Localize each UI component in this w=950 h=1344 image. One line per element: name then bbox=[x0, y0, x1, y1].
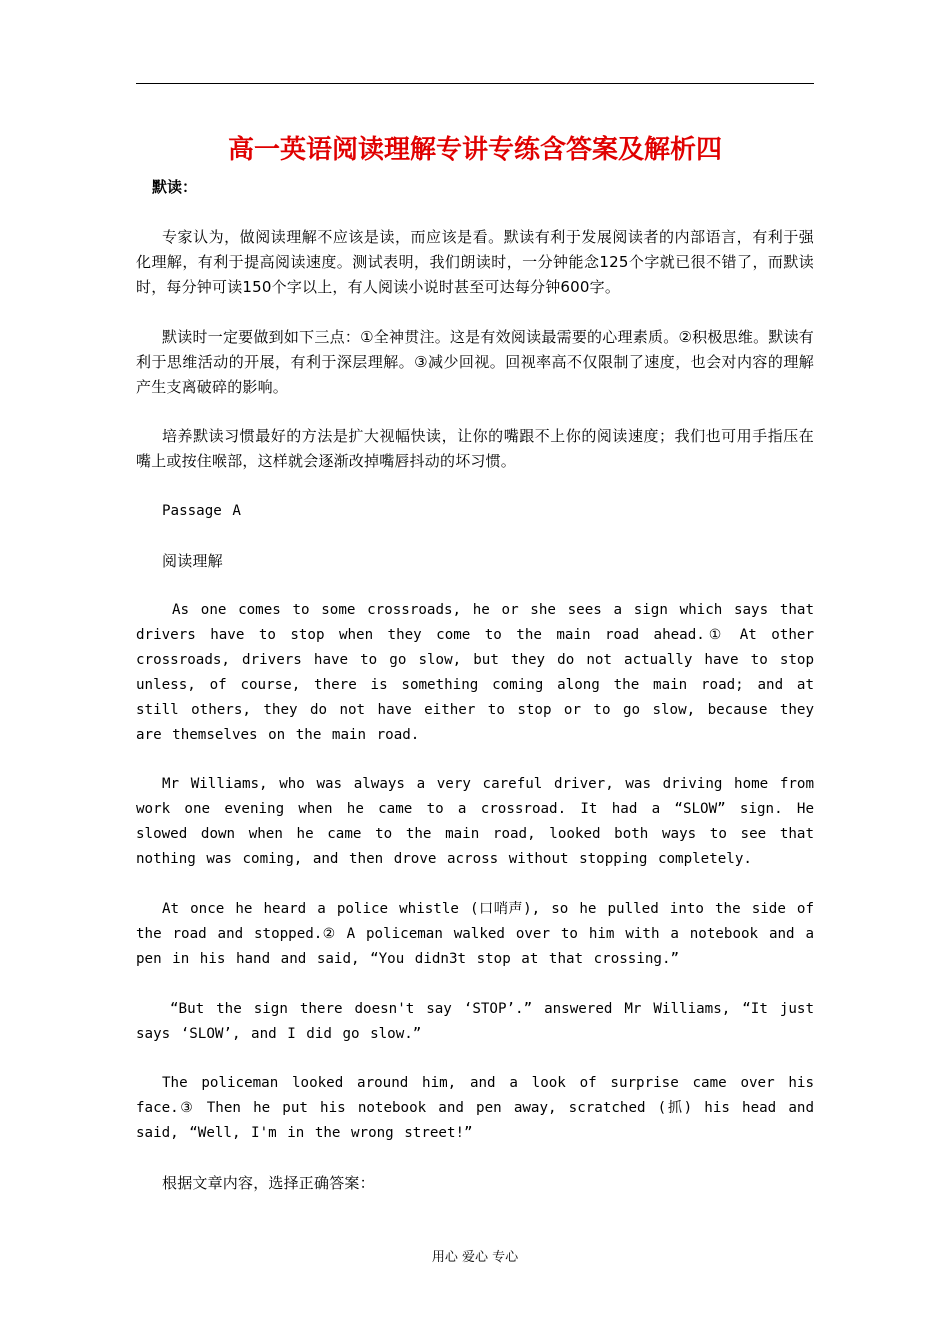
passage-paragraph-3: At once he heard a police whistle (口哨声), so he pulled into the side of the road and stopped.② A policeman walked over to him with a notebook and a pen in his hand and said, “You didn3t stop at that crossing.” bbox=[136, 901, 814, 967]
header-rule bbox=[136, 83, 814, 84]
page-footer: 用心 爱心 专心 bbox=[431, 1250, 519, 1265]
intro-paragraph-2: 默读时一定要做到如下三点：①全神贯注。这是有效阅读最需要的心理素质。②积极思维。默读有利于思维活动的开展，有利于深层理解。③减少回视。回视率高不仅限制了速度，也会对内容的理解产生支离破碎的影响。 bbox=[136, 328, 814, 396]
intro-paragraph-3: 培养默读习惯最好的方法是扩大视幅快读，让你的嘴跟不上你的阅读速度；我们也可用手指压在嘴上或按住喉部，这样就会逐渐改掉嘴唇抖动的坏习惯。 bbox=[136, 427, 814, 470]
intro-paragraph-1: 专家认为，做阅读理解不应该是读，而应该是看。默读有利于发展阅读者的内部语言，有利于强化理解，有利于提高阅读速度。测试表明，我们朗读时，一分钟能念125个字就已很不错了，而默读时，每分钟可读150个字以上，有人阅读小说时甚至可达每分钟600字。 bbox=[136, 228, 814, 296]
question-prompt: 根据文章内容，选择正确答案： bbox=[162, 1174, 375, 1192]
passage-paragraph-1: As one comes to some crossroads, he or she sees a sign which says that drivers have to stop when they come to the main road ahead.① At other crossroads, drivers have to go slow, but they do not actually have to stop unless, of course, there is something coming along the main road; and at still others, they do not have either to stop or to go slow, because they are themselves on the main road. bbox=[136, 602, 814, 743]
passage-paragraph-5: The policeman looked around him, and a look of surprise came over his face.③ Then he put his notebook and pen away, scratched (抓) his head and said, “Well, I'm in the wrong street!” bbox=[136, 1075, 814, 1141]
passage-paragraph-2: Mr Williams, who was always a very careful driver, was driving home from work one evening when he came to a crossroad. It had a “SLOW” sign. He slowed down when he came to the main road, looked both ways to see that nothing was coming, and then drove across without stopping completely. bbox=[136, 776, 814, 867]
passage-paragraph-4: “But the sign there doesn't say ‘STOP’.” answered Mr Williams, “It just says ‘SLOW’, and I did go slow.” bbox=[136, 1001, 814, 1042]
subtitle-silent-reading: 默读： bbox=[152, 178, 198, 196]
document-title: 高一英语阅读理解专讲专练含答案及解析四 bbox=[227, 135, 722, 165]
section-label: 阅读理解 bbox=[162, 552, 223, 570]
passage-label: Passage A bbox=[162, 503, 241, 519]
